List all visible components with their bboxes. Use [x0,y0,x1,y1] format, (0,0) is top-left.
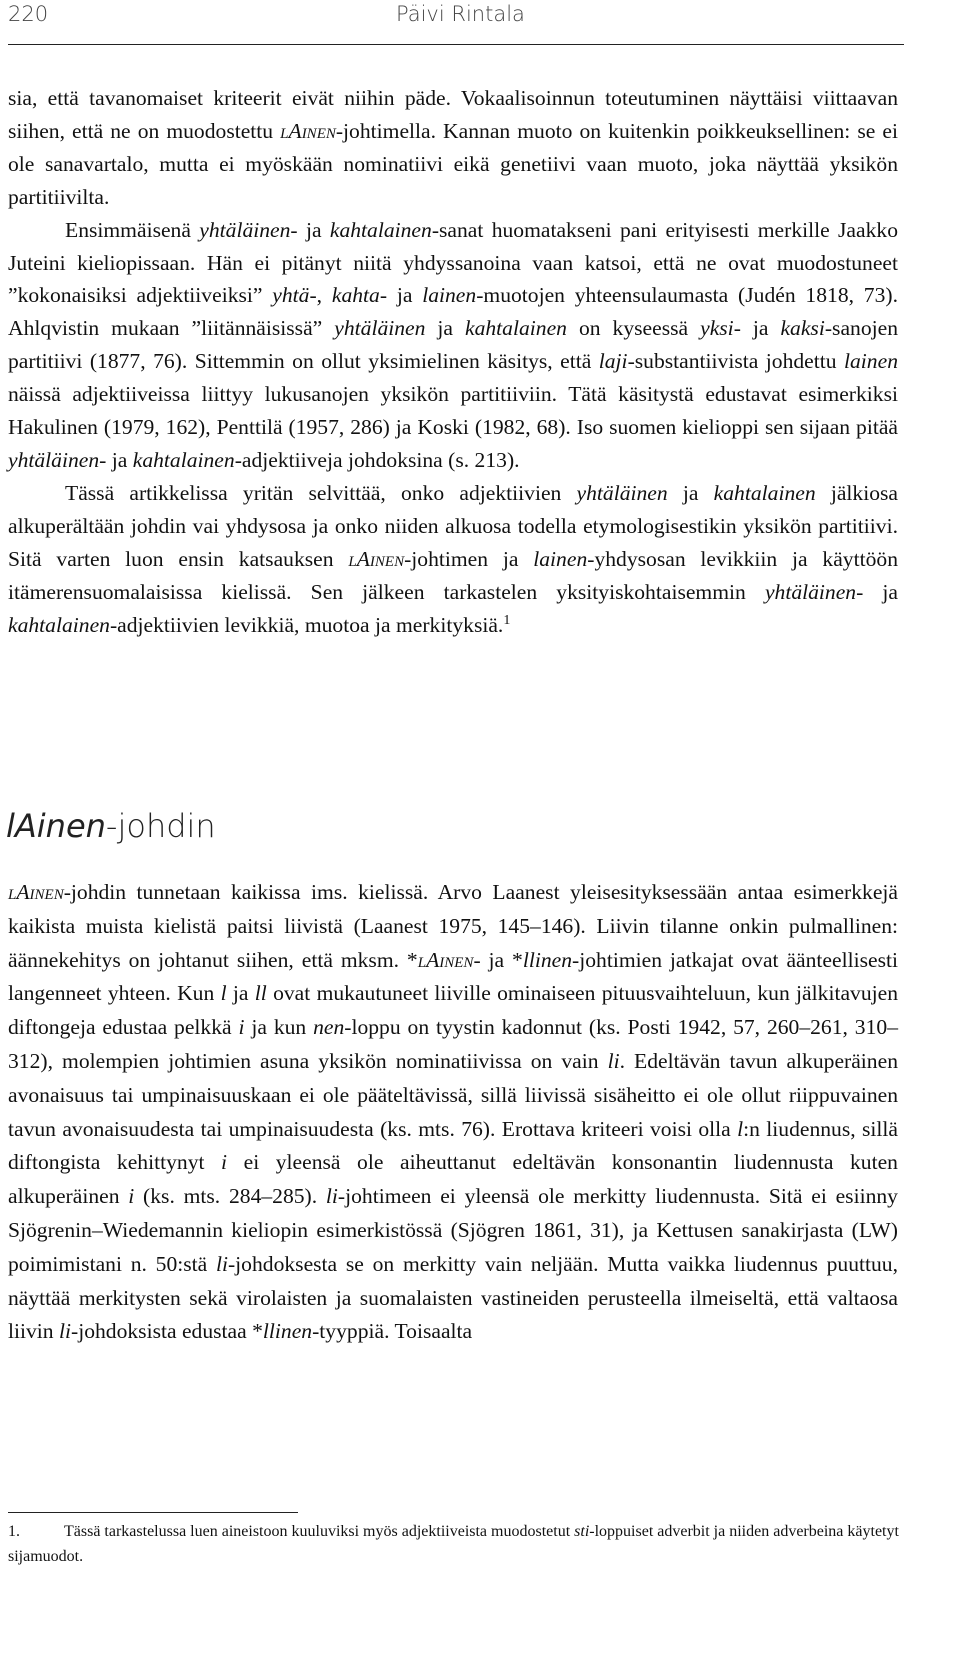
header-divider [8,44,904,45]
section-heading: lAinen-johdin [6,807,216,845]
running-head-author: Päivi Rintala [396,2,525,26]
body-text [8,82,898,641]
footnote-divider [8,1512,298,1513]
paragraph: Ensimmäisenä yhtäläinen- ja kahtalainen-sanat huomatakseni pani erityisesti merkille Jaakko Juteini kieliopissaan. Hän ei pitänyt niitä yhdyssanoina vaan katsoi, että ne ovat muodostuneet ”kokonaisiksi adjektiiveiksi” yhtä-, kahta- ja lainen-muotojen yhteensulaumasta (Judén 1818, 73). Ahlqvistin mukaan ”liitännäisissä” yhtäläinen ja kahtalainen on kyseessä yksi- ja kaksi-sanojen partitiivi (1877, 76). Sittemmin on ollut yksimielinen käsitys, että laji-substantiivista johdettu lainen näissä adjektiiveissa liittyy lukusanojen yksikön partitiiviin. Tätä käsitystä edustavat esimerkiksi Hakulinen (1979, 162), Penttilä (1957, 286) ja Koski (1982, 68). Iso suomen kielioppi sen sijaan pitää yhtäläinen- ja kahtalainen-adjektiiveja johdoksina (s. 213). [8,217,898,472]
footnote-number: 1. [8,1523,20,1540]
page-number: 220 [8,2,49,26]
section-body [8,876,898,1349]
footnote-reference: 1 [503,612,511,628]
paragraph: lAinen-johdin tunnetaan kaikissa ims. kielissä. Arvo Laanest yleisesityksessään antaa esimerkkejä kaikista muista kielistä paitsi liivistä (Laanest 1975, 145–146). Liivin tilanne onkin pulmallinen: äännekehitys on johtanut siihen, että mksm. *lAinen- ja *llinen-johtimien jatkajat ovat äänteellisesti langenneet yhteen. Kun l ja ll ovat mukautuneet liiville ominaiseen pituusvaihteluun, kun jälkitavujen diftongeja edustaa pelkkä i ja kun nen-loppu on tyystin kadonnut (ks. Posti 1942, 57, 260–261, 310–312), molempien johtimien asuna yksikön nominatiivissa on vain li. Edeltävän tavun alkuperäinen avonaisuus tai umpinaisuuskaan ei ole pääteltävissä, sillä liivissä sisäheitto ei ole ollut riippuvainen tavun avonaisuudesta tai umpinaisuudesta (ks. mts. 76). Erottava kriteeri voisi olla l:n liudennus, sillä diftongista kehittynyt i ei yleensä ole aiheuttanut edeltävän konsonantin liudennusta kuten alkuperäinen i (ks. mts. 284–285). li-johtimeen ei yleensä ole merkitty liudennusta. Sitä ei esiinny Sjögrenin–Wiedemannin kieliopin esimerkistössä (Sjögren 1861, 31), ja Kettusen sanakirjasta (LW) poimimistani n. 50:stä li-johdoksesta se on merkitty vain neljään. Mutta vaikka liudennus puuttuu, näyttää merkitysten sekä virolaisten ja suomalaisten vastineiden perusteella ilmeiseltä, että valtaosa liivin li-johdoksista edustaa *llinen-tyyppiä. Toisaalta [8,880,898,1344]
paragraph: sia, että tavanomaiset kriteerit eivät niihin päde. Vokaalisoinnun toteutuminen näyttäisi viittaavan siihen, että ne on muodostettu lAinen-johtimella. Kannan muoto on kuitenkin poikkeuksellinen: se ei ole sanavartalo, mutta ei myöskään nominatiivi eikä genetiivi vaan muoto, joka näyttää yksikön partitiivilta. [8,86,898,209]
running-head [8,0,908,34]
paragraph: Tässä artikkelissa yritän selvittää, onko adjektiivien yhtäläinen ja kahtalainen jälkiosa alkuperältään johdin vai yhdysosa ja onko niiden alkuosa todella etymologisestikin yksikön partitiivi. Sitä varten luon ensin katsauksen lAinen-johtimen ja lainen-yhdysosan levikkiin ja käyttöön itämerensuomalaisissa kielissä. Sen jälkeen tarkastelen yksityiskohtaisemmin yhtäläinen- ja kahtalainen-adjektiivien levikkiä, muotoa ja merkityksiä.$^1$ [8,480,898,637]
footnote: 1. Tässä tarkastelussa luen aineistoon kuuluviksi myös adjektiiveista muodostetut sti-loppuiset adverbit ja niiden adverbeina käytetyt sijamuodot. [8,1519,900,1569]
